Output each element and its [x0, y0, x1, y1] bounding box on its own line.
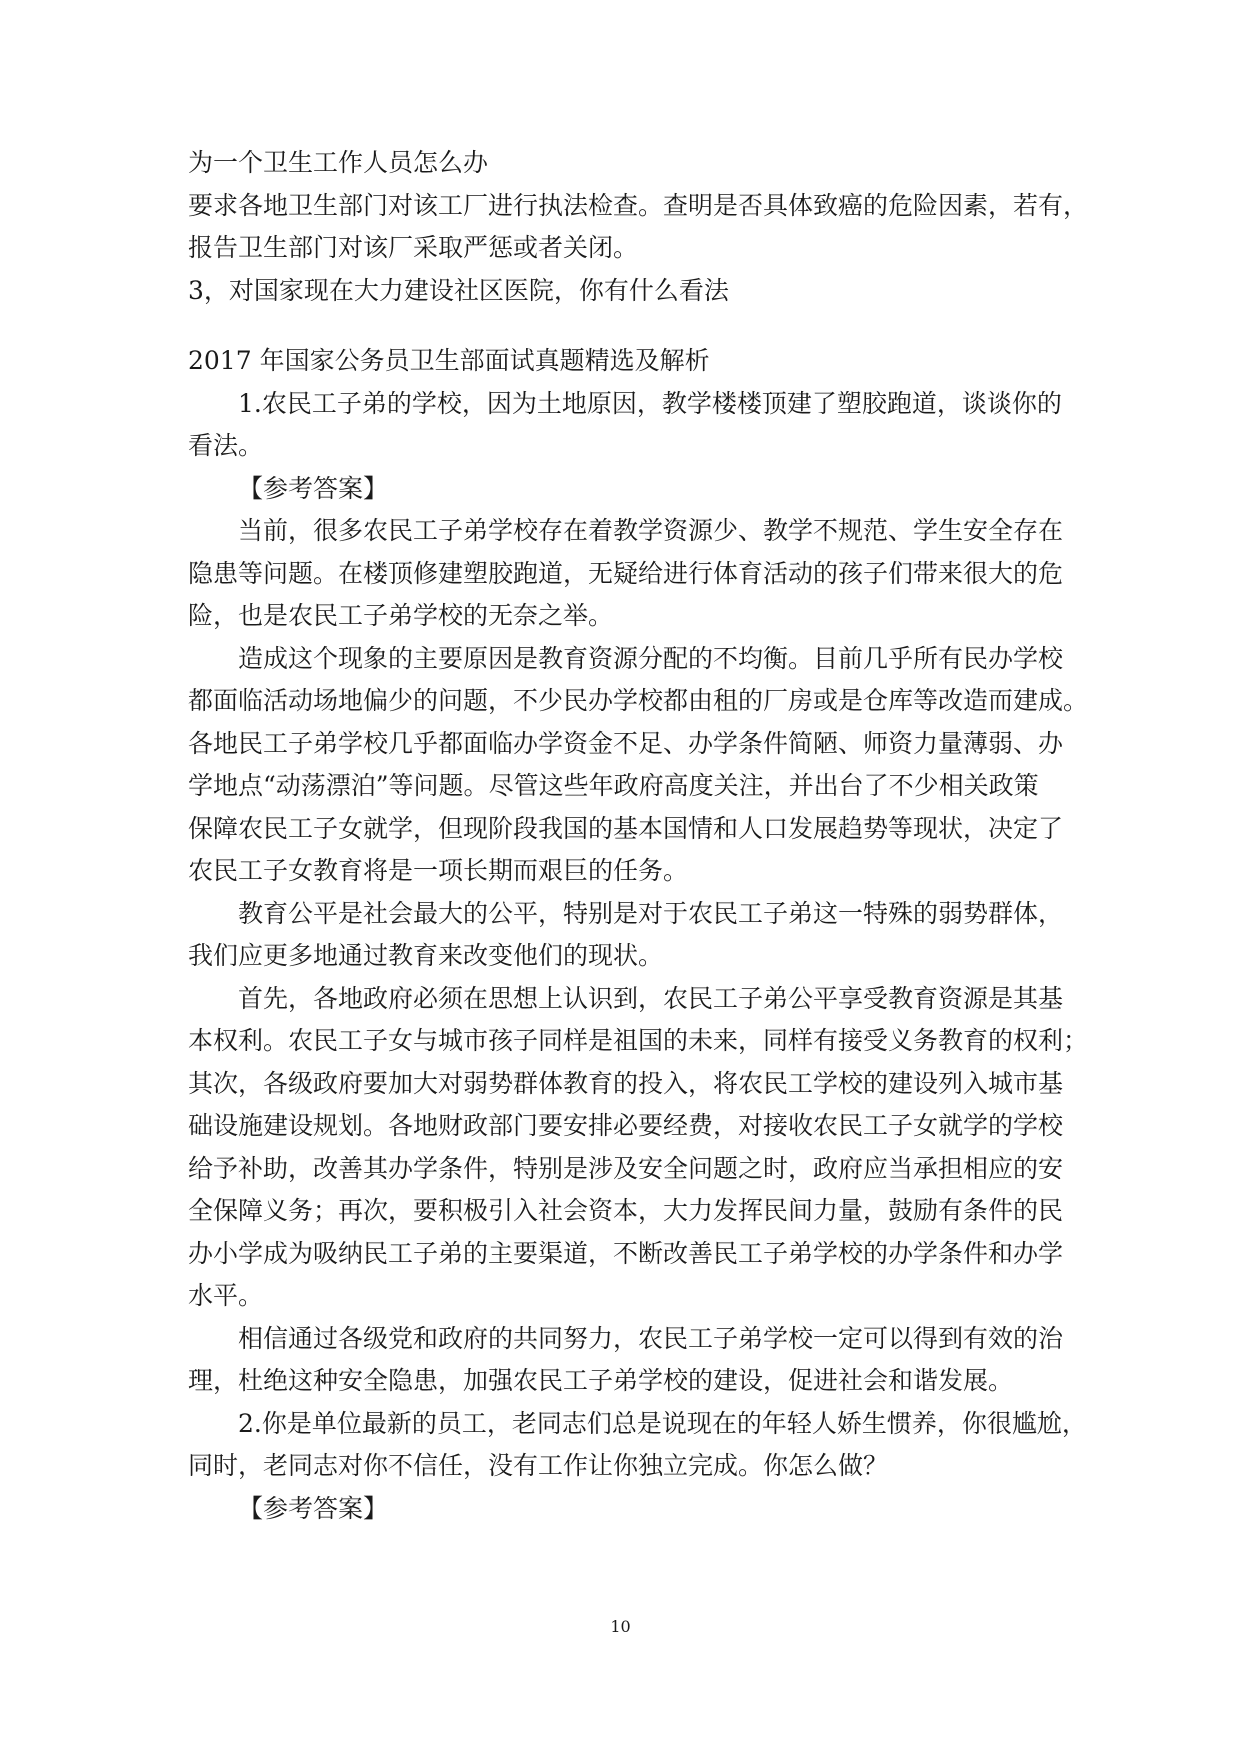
question-line: 2.你是单位最新的员工，老同志们总是说现在的年轻人娇生惯养，你很尴尬， [238, 1409, 1087, 1438]
paragraph-line: 相信通过各级党和政府的共同努力，农民工子弟学校一定可以得到有效的治 [238, 1324, 1064, 1353]
paragraph-line: 给予补助，改善其办学条件，特别是涉及安全问题之时，政府应当承担相应的安 [188, 1154, 1064, 1183]
text-line: 为一个卫生工作人员怎么办 [188, 148, 489, 177]
paragraph-line: 造成这个现象的主要原因是教育资源分配的不均衡。目前几乎所有民办学校 [238, 644, 1064, 673]
paragraph-line: 水平。 [188, 1281, 264, 1310]
answer-heading: 【参考答案】 [238, 474, 389, 503]
text-line: 要求各地卫生部门对该工厂进行执法检查。查明是否具体致癌的危险因素，若有， [188, 191, 1089, 220]
paragraph-line: 当前，很多农民工子弟学校存在着教学资源少、教学不规范、学生安全存在 [238, 516, 1064, 545]
paragraph-line: 学地点“动荡漂泊”等问题。尽管这些年政府高度关注，并出台了不少相关政策 [188, 771, 1039, 800]
paragraph-line: 办小学成为吸纳民工子弟的主要渠道，不断改善民工子弟学校的办学条件和办学 [188, 1239, 1064, 1268]
paragraph-line: 首先，各地政府必须在思想上认识到，农民工子弟公平享受教育资源是其基 [238, 984, 1064, 1013]
paragraph-line: 各地民工子弟学校几乎都面临办学资金不足、办学条件简陋、师资力量薄弱、办 [188, 729, 1064, 758]
section-heading: 2017 年国家公务员卫生部面试真题精选及解析 [188, 346, 710, 375]
page-number: 10 [610, 1617, 631, 1636]
text-line: 报告卫生部门对该厂采取严惩或者关闭。 [188, 233, 639, 262]
paragraph-line: 农民工子女教育将是一项长期而艰巨的任务。 [188, 856, 689, 885]
question-line: 看法。 [188, 431, 264, 460]
question-line: 1.农民工子弟的学校，因为土地原因，教学楼楼顶建了塑胶跑道，谈谈你的 [238, 389, 1062, 418]
question-line: 同时，老同志对你不信任，没有工作让你独立完成。你怎么做？ [188, 1451, 889, 1480]
paragraph-line: 教育公平是社会最大的公平，特别是对于农民工子弟这一特殊的弱势群体， [238, 899, 1064, 928]
paragraph-line: 我们应更多地通过教育来改变他们的现状。 [188, 941, 664, 970]
paragraph-line: 其次，各级政府要加大对弱势群体教育的投入，将农民工学校的建设列入城市基 [188, 1069, 1064, 1098]
paragraph-line: 全保障义务；再次，要积极引入社会资本，大力发挥民间力量，鼓励有条件的民 [188, 1196, 1064, 1225]
paragraph-line: 础设施建设规划。各地财政部门要安排必要经费，对接收农民工子女就学的学校 [188, 1111, 1064, 1140]
paragraph-line: 险，也是农民工子弟学校的无奈之举。 [188, 601, 614, 630]
paragraph-line: 保障农民工子女就学，但现阶段我国的基本国情和人口发展趋势等现状，决定了 [188, 814, 1064, 843]
paragraph-line: 本权利。农民工子女与城市孩子同样是祖国的未来，同样有接受义务教育的权利； [188, 1026, 1089, 1055]
question-line: 3，对国家现在大力建设社区医院，你有什么看法 [188, 276, 729, 305]
paragraph-line: 理，杜绝这种安全隐患，加强农民工子弟学校的建设，促进社会和谐发展。 [188, 1366, 1014, 1395]
answer-heading: 【参考答案】 [238, 1494, 389, 1523]
paragraph-line: 都面临活动场地偏少的问题，不少民办学校都由租的厂房或是仓库等改造而建成。 [188, 686, 1089, 715]
paragraph-line: 隐患等问题。在楼顶修建塑胶跑道，无疑给进行体育活动的孩子们带来很大的危 [188, 559, 1064, 588]
